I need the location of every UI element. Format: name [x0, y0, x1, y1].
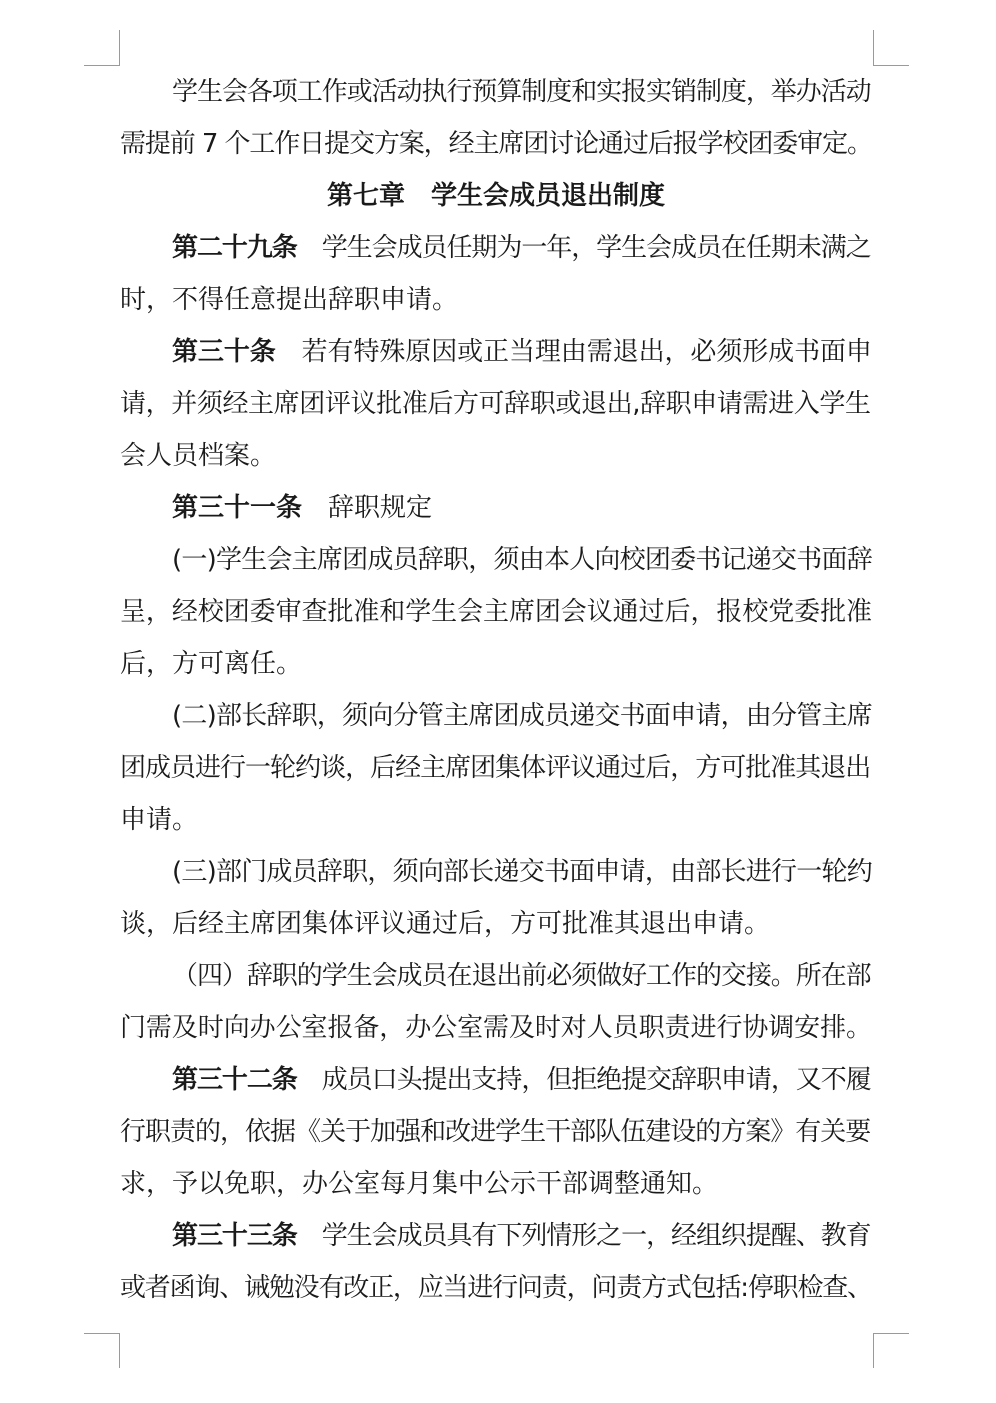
line-text: 辞职规定 [302, 493, 433, 523]
paragraph-line [172, 482, 872, 534]
line-text: 会人员档案。 [120, 441, 277, 471]
line-text: 若有特殊原因或正当理由需退出，必须形成书面申 [275, 337, 872, 367]
paragraph-line [120, 1262, 872, 1314]
paragraph-line [172, 950, 872, 1002]
paragraph-line [172, 326, 872, 378]
paragraph-line [120, 274, 872, 326]
line-text: (三)部门成员辞职，须向部长递交书面申请，由部长进行一轮约 [172, 857, 872, 887]
line-text: 谈，后经主席团集体评议通过后，方可批准其退出申请。 [120, 909, 771, 939]
line-text: 成员口头提出支持，但拒绝提交辞职申请，又不履 [296, 1065, 871, 1095]
line-text: 学生会成员具有下列情形之一，经组织提醒、教育 [296, 1221, 871, 1251]
paragraph-line [120, 1002, 872, 1054]
line-text: 学生会成员任期为一年，学生会成员在任期未满之 [296, 233, 871, 263]
paragraph-line [120, 794, 872, 846]
paragraph-line [172, 1210, 872, 1262]
paragraph-line [172, 846, 872, 898]
paragraph-line [120, 586, 872, 638]
paragraph-line [172, 1054, 872, 1106]
chapter-title: 第七章 学生会成员退出制度 [326, 181, 665, 211]
line-text: 团成员进行一轮约谈，后经主席团集体评议通过后，方可批准其退出 [120, 753, 871, 783]
line-text: 时，不得任意提出辞职申请。 [120, 285, 459, 315]
article-number: 第三十三条 [172, 1221, 297, 1251]
paragraph-line [120, 378, 872, 430]
line-text: 行职责的，依据《关于加强和改进学生干部队伍建设的方案》有关要 [120, 1117, 871, 1147]
article-number: 第三十条 [172, 337, 276, 367]
paragraph-line [120, 1158, 872, 1210]
article-number: 第三十二条 [172, 1065, 297, 1095]
line-text: (一)学生会主席团成员辞职，须由本人向校团委书记递交书面辞 [172, 545, 872, 575]
line-text: 后，方可离任。 [120, 649, 303, 679]
line-text: （四）辞职的学生会成员在退出前必须做好工作的交接。所在部 [172, 961, 871, 991]
paragraph-line [172, 534, 872, 586]
paragraph-line [172, 690, 872, 742]
paragraph-line [172, 222, 872, 274]
line-text: 请，并须经主席团评议批准后方可辞职或退出,辞职申请需进入学生 [120, 389, 871, 419]
line-text: 求，予以免职，办公室每月集中公示干部调整通知。 [120, 1169, 719, 1199]
line-text: 申请。 [120, 805, 199, 835]
paragraph-line [120, 638, 872, 690]
article-number: 第二十九条 [172, 233, 297, 263]
paragraph-line [120, 1106, 872, 1158]
article-number: 第三十一条 [172, 493, 303, 523]
paragraph-line [120, 742, 872, 794]
line-text: 需提前 7 个工作日提交方案，经主席团讨论通过后报学校团委审定。 [120, 129, 872, 159]
line-text: 呈，经校团委审查批准和学生会主席团会议通过后，报校党委批准 [120, 597, 872, 627]
paragraph-line [120, 118, 872, 170]
paragraph-line [120, 430, 872, 482]
line-text: (二)部长辞职，须向分管主席团成员递交书面申请，由分管主席 [172, 701, 872, 731]
line-text: 学生会各项工作或活动执行预算制度和实报实销制度，举办活动 [172, 77, 871, 107]
paragraph-line [172, 66, 872, 118]
line-text: 或者函询、诫勉没有改正，应当进行问责，问责方式包括:停职检查、 [120, 1273, 872, 1303]
paragraph-line [120, 898, 872, 950]
line-text: 门需及时向办公室报备，办公室需及时对人员职责进行协调安排。 [120, 1013, 872, 1043]
